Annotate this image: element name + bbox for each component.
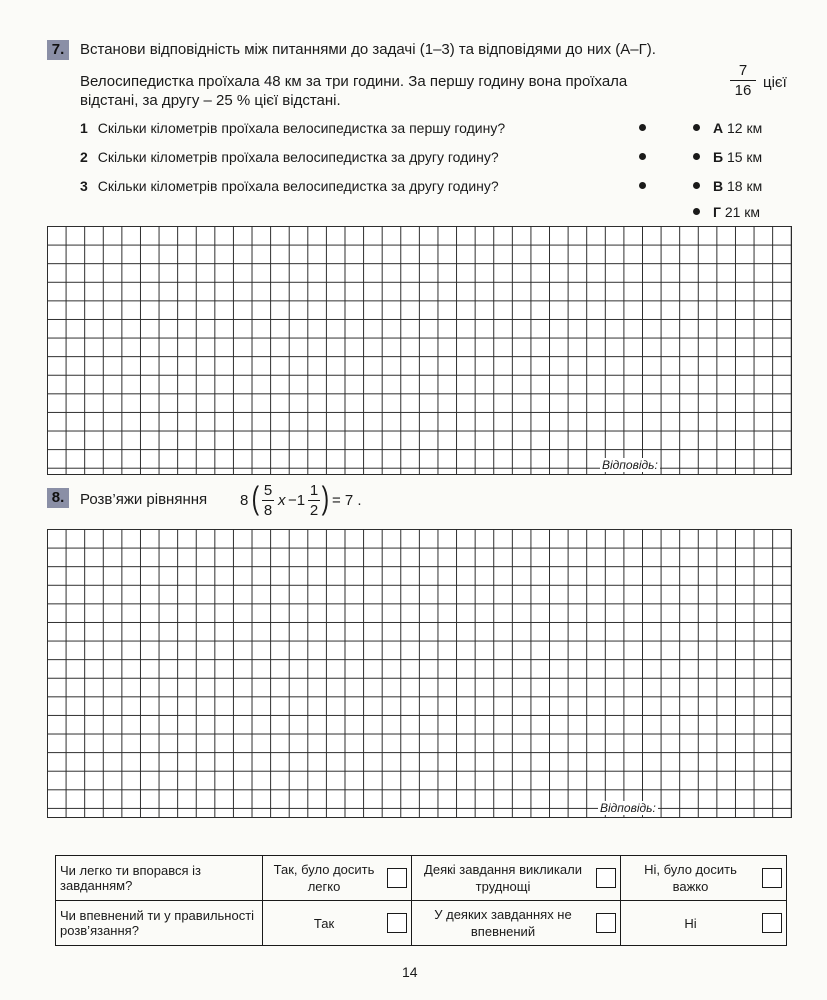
task-7-number: 7. [47,40,69,60]
option-a-dot[interactable] [693,124,700,131]
page-number: 14 [402,964,418,980]
answer-cell[interactable] [263,856,412,901]
eq-left-paren: ( [251,480,260,516]
question-text: Скільки кілометрів проїхала велосипедистка за першу годину? [97,120,506,136]
option-d-dot[interactable] [693,208,700,215]
eq-fraction-1 [262,482,274,519]
question-2-dot[interactable] [639,153,646,160]
task-8-answer-label: Відповідь: [600,801,656,815]
answer-checkbox[interactable] [387,868,407,888]
self-question: Чи легко ти впорався із завданням? [56,856,263,901]
option-c-dot[interactable] [693,182,700,189]
question-number: 1 [80,120,88,136]
answer-cell[interactable] [412,856,621,901]
option-b-dot[interactable] [693,153,700,160]
answer-cell[interactable] [412,901,621,946]
task-7-text-line1: Велосипедистка проїхала 48 км за три години. За першу годину вона проїхала [80,73,628,90]
fraction-numerator: 7 [738,62,748,79]
fraction-numerator: 1 [309,482,319,499]
task-7-answer-label: Відповідь: [602,458,658,472]
eq-variable: x [278,492,286,509]
task-7-text-line2: відстані, за другу – 25 % цієї відстані. [80,92,341,109]
task-8-number: 8. [47,488,69,508]
answer-text: Ні [684,915,697,931]
question-1 [80,120,505,136]
fraction-bar [262,500,274,501]
answer-cell[interactable] [621,901,787,946]
task-7-fraction [730,62,756,99]
question-3-dot[interactable] [639,182,646,189]
fraction-bar [730,80,756,81]
question-text: Скільки кілометрів проїхала велосипедистка за другу годину? [97,178,499,194]
fraction-denominator: 8 [263,502,273,519]
answer-text: Деякі завдання викликали труднощі [424,862,582,894]
option-a [713,120,762,136]
answer-text: Так [313,915,335,931]
task-8-answer-grid[interactable] [47,529,792,818]
eq-fraction-2 [308,482,320,519]
task-8-title: Розв’яжи рівняння [80,491,208,508]
option-text: 21 км [724,204,761,220]
answer-checkbox[interactable] [387,913,407,933]
option-c [713,178,762,194]
question-3 [80,178,499,194]
self-assessment-table [55,855,787,946]
eq-minus: −1 [288,492,306,509]
task-7-answer-grid[interactable] [47,226,792,475]
answer-checkbox[interactable] [762,868,782,888]
answer-cell[interactable] [263,901,412,946]
eq-right-paren: ) [321,480,330,516]
option-letter: Г [713,204,721,220]
task-7-text-after-fraction: цієї [763,74,787,91]
answer-text: Ні, було досить важко [644,862,737,894]
answer-cell[interactable] [621,856,787,901]
task-7-title: Встанови відповідність між питаннями до задачі (1–3) та відповідями до них (А–Г). [80,41,656,58]
table-row [56,901,787,946]
option-letter: В [713,178,724,194]
answer-text: Так, було досить легко [273,862,375,894]
option-letter: Б [713,149,724,165]
question-1-dot[interactable] [639,124,646,131]
fraction-numerator: 5 [263,482,273,499]
fraction-bar [308,500,320,501]
question-2 [80,149,499,165]
fraction-denominator: 16 [734,82,752,99]
answer-checkbox[interactable] [596,868,616,888]
option-b [713,149,762,165]
table-row [56,856,787,901]
question-number: 2 [80,149,88,165]
question-text: Скільки кілометрів проїхала велосипедистка за другу годину? [97,149,499,165]
self-question: Чи впевнений ти у правильності розв’язання? [56,901,263,946]
option-letter: А [713,120,724,136]
eq-coefficient: 8 [240,492,249,509]
option-d [713,204,760,220]
eq-rhs: = 7 . [332,492,362,509]
option-text: 15 км [726,149,763,165]
question-number: 3 [80,178,88,194]
answer-checkbox[interactable] [762,913,782,933]
option-text: 18 км [727,178,763,194]
option-text: 12 км [727,120,763,136]
answer-text: У деяких завданнях не впевнений [434,907,572,939]
fraction-denominator: 2 [309,502,319,519]
answer-checkbox[interactable] [596,913,616,933]
